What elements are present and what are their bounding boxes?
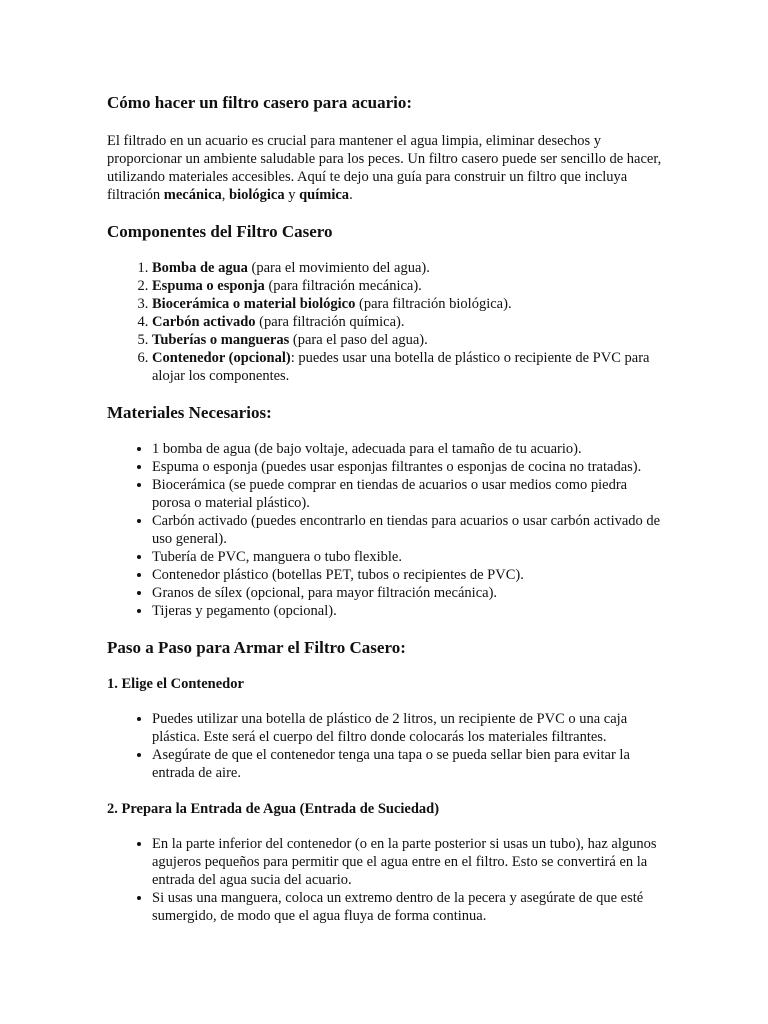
intro-text: El filtrado en un acuario es crucial para mantener el agua limpia, eliminar desechos y proporcionar un ambiente saludable para los peces. Un filtro casero puede ser sencillo de hacer, utilizando materiales accesibles. Aquí te dejo una guía para construir un filtro que incluya filtración <box>107 133 662 203</box>
intro-bold-mecanica: mecánica <box>163 187 222 203</box>
component-name: Carbón activado <box>152 314 256 330</box>
list-item: • Tijeras y pegamento (opcional). <box>152 602 667 620</box>
intro-bold-biologica: biológica <box>229 187 285 203</box>
step-2-heading: 2. Prepara la Entrada de Agua (Entrada de Suciedad) <box>107 801 440 817</box>
component-desc: (para el movimiento del agua). <box>247 260 430 276</box>
intro-sep-1: , <box>221 187 230 203</box>
list-item: • Tubería de PVC, manguera o tubo flexible. <box>152 548 667 566</box>
component-name: Biocerámica o material biológico <box>152 296 356 312</box>
intro-paragraph <box>107 132 667 204</box>
list-item: • En la parte inferior del contenedor (o en la parte posterior si usas un tubo), haz algunos agujeros pequeños para permitir que el agua entre en el filtro. Esto se convertirá en la entrada del agua sucia del acuario. <box>152 835 667 889</box>
document-content <box>107 93 667 943</box>
components-list <box>107 259 667 385</box>
list-item <box>152 313 667 331</box>
list-item: • Contenedor plástico (botellas PET, tubos o recipientes de PVC). <box>152 566 667 584</box>
materials-list <box>107 440 667 620</box>
component-desc: : puedes usar una botella de plástico o recipiente de PVC para alojar los componentes. <box>152 350 650 384</box>
intro-end: . <box>349 187 353 203</box>
component-name: Tuberías o mangueras <box>152 332 290 348</box>
document-title: Cómo hacer un filtro casero para acuario: <box>107 93 413 112</box>
list-item: • Granos de sílex (opcional, para mayor filtración mecánica). <box>152 584 667 602</box>
component-desc: (para filtración mecánica). <box>264 278 422 294</box>
intro-sep-2: y <box>284 187 300 203</box>
materials-heading: Materiales Necesarios: <box>107 403 272 422</box>
list-item <box>152 349 667 385</box>
steps-heading: Paso a Paso para Armar el Filtro Casero: <box>107 638 406 657</box>
component-desc: (para filtración química). <box>255 314 405 330</box>
list-item: • Si usas una manguera, coloca un extremo dentro de la pecera y asegúrate de que esté sumergido, de modo que el agua fluya de forma continua. <box>152 889 667 925</box>
list-item: • Espuma o esponja (puedes usar esponjas filtrantes o esponjas de cocina no tratadas). <box>152 458 667 476</box>
list-item <box>152 295 667 313</box>
components-heading: Componentes del Filtro Casero <box>107 222 333 241</box>
intro-bold-quimica: química <box>299 187 350 203</box>
list-item <box>152 259 667 277</box>
step-1-heading: 1. Elige el Contenedor <box>107 676 244 692</box>
list-item <box>152 277 667 295</box>
list-item: • Carbón activado (puedes encontrarlo en tiendas para acuarios o usar carbón activado de uso general). <box>152 512 667 548</box>
component-desc: (para el paso del agua). <box>289 332 428 348</box>
list-item: • Puedes utilizar una botella de plástico de 2 litros, un recipiente de PVC o una caja plástica. Este será el cuerpo del filtro donde colocarás los materiales filtrantes. <box>152 710 667 746</box>
component-name: Contenedor (opcional) <box>152 350 291 366</box>
component-name: Bomba de agua <box>152 260 248 276</box>
list-item: • 1 bomba de agua (de bajo voltaje, adecuada para el tamaño de tu acuario). <box>152 440 667 458</box>
step-1-list <box>107 710 667 782</box>
list-item <box>152 331 667 349</box>
list-item: • Asegúrate de que el contenedor tenga una tapa o se pueda sellar bien para evitar la entrada de aire. <box>152 746 667 782</box>
list-item: • Biocerámica (se puede comprar en tiendas de acuarios o usar medios como piedra porosa o material plástico). <box>152 476 667 512</box>
component-desc: (para filtración biológica). <box>355 296 512 312</box>
component-name: Espuma o esponja <box>152 278 265 294</box>
step-2-list <box>107 835 667 925</box>
